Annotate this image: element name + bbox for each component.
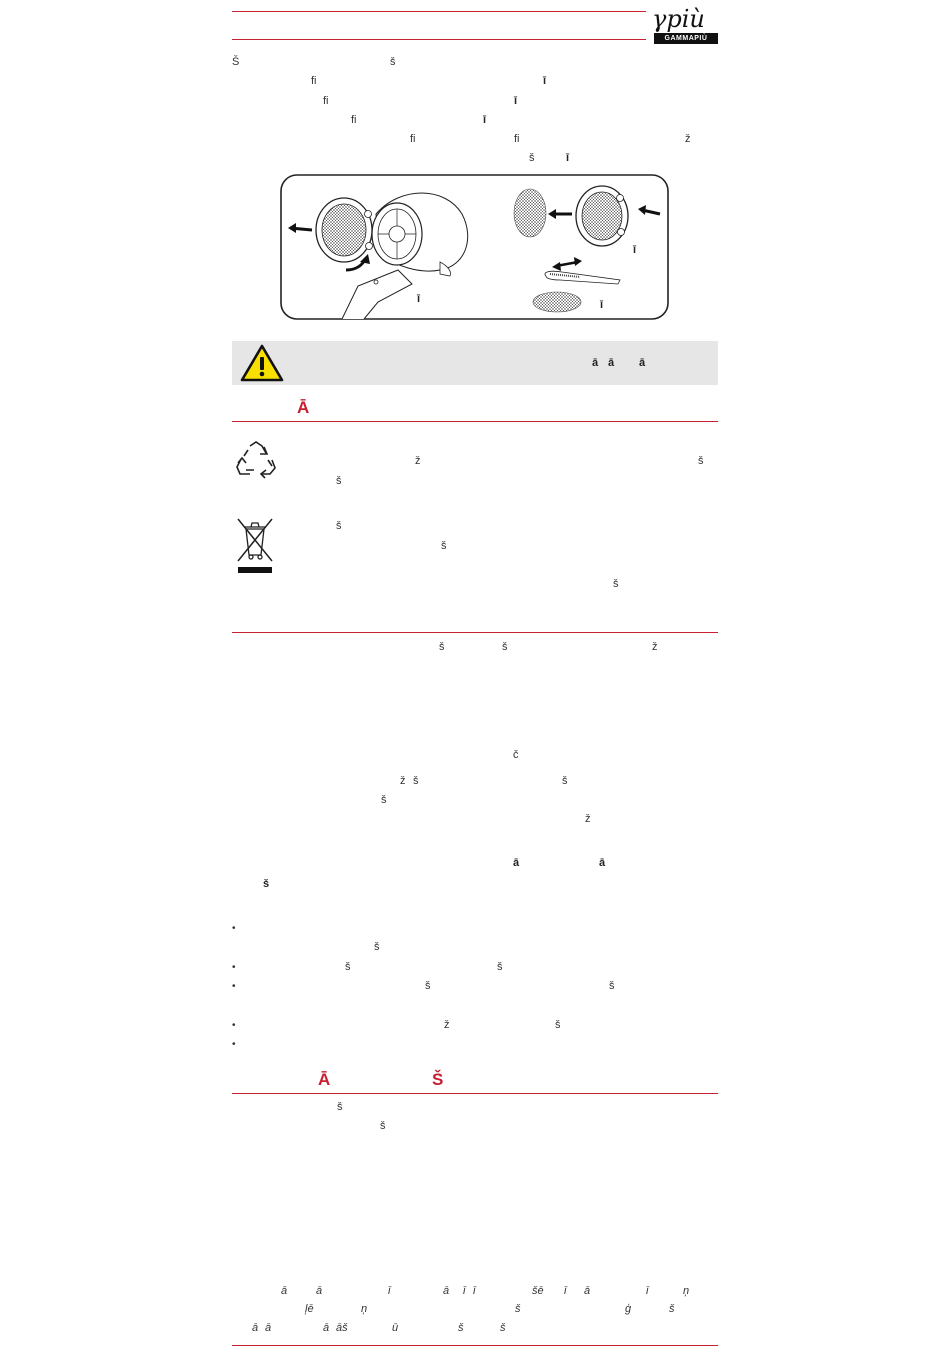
footer-char: ī [473, 1285, 476, 1297]
list-char: š [497, 961, 503, 973]
footer-char: š [515, 1303, 521, 1315]
section2-char: ā [513, 857, 520, 869]
intro-char: ī [514, 95, 518, 107]
footer-char: ā [265, 1322, 272, 1334]
footer-char: ā [443, 1285, 450, 1297]
header-rule-bottom [232, 39, 646, 40]
section2-rule [232, 632, 718, 633]
intro-char: š [529, 152, 535, 164]
list-char: ž [444, 1019, 450, 1031]
section3-rule [232, 1093, 718, 1094]
list-char: š [345, 961, 351, 973]
intro-char: ī [483, 114, 487, 126]
section2-char: ā [599, 857, 606, 869]
footer-char: ģ [625, 1303, 632, 1315]
section3-heading-a: Ā [318, 1070, 331, 1089]
section2-char: š [413, 775, 419, 787]
footer-char: ī [388, 1285, 391, 1297]
footer-char: š [669, 1303, 675, 1315]
footer-char: ū [392, 1322, 399, 1334]
warning-triangle-icon [240, 344, 284, 382]
list-char: š [609, 980, 615, 992]
section3-heading-b: Š [432, 1070, 444, 1089]
footer-char: ā [316, 1285, 323, 1297]
filter-cleaning-figure [280, 174, 669, 320]
footer-char: ī [646, 1285, 649, 1297]
list-char: š [425, 980, 431, 992]
footer-char: ņ [683, 1285, 690, 1297]
section3-char: š [337, 1101, 343, 1113]
list-bullet: • [232, 1020, 236, 1031]
section2-char: č [513, 749, 519, 761]
recycle-char: š [698, 455, 704, 467]
warning-char: ā [608, 357, 615, 369]
intro-char: ž [685, 133, 691, 145]
section2-char: š [381, 794, 387, 806]
logo-script: γpiù [652, 5, 705, 33]
footer-char: ā [252, 1322, 259, 1334]
footer-char: ā [281, 1285, 288, 1297]
footer-char: ā [323, 1322, 330, 1334]
section2-char: š [439, 641, 445, 653]
list-bullet: • [232, 1039, 236, 1050]
list-char: š [555, 1019, 561, 1031]
section2-char: ž [585, 813, 591, 825]
intro-char: ī [566, 152, 570, 164]
intro-char: ī [543, 75, 547, 87]
footer-char: ī [564, 1285, 567, 1297]
footer-char: ā [584, 1285, 591, 1297]
intro-char: fi [351, 114, 357, 126]
intro-char: fi [410, 133, 416, 145]
weee-crossed-bin-icon [234, 517, 276, 575]
footer-char: š [500, 1322, 506, 1334]
section1-heading: Ā [297, 398, 310, 417]
footer-char: āš [336, 1322, 348, 1334]
intro-char: fi [323, 95, 329, 107]
figure-label: ī [417, 293, 421, 305]
weee-char: š [336, 520, 342, 532]
recycle-icon [234, 440, 278, 480]
section2-char: ž [400, 775, 406, 787]
intro-char: fi [311, 75, 317, 87]
section2-char: š [562, 775, 568, 787]
footer-char: š [458, 1322, 464, 1334]
recycle-char: š [336, 475, 342, 487]
intro-char: Š [232, 56, 240, 68]
weee-char: š [613, 578, 619, 590]
intro-char: š [390, 56, 396, 68]
warning-char: ā [639, 357, 646, 369]
figure-label: ī [633, 244, 637, 256]
intro-char: fi [514, 133, 520, 145]
footer-rule [232, 1345, 718, 1346]
list-bullet: • [232, 923, 236, 934]
list-bullet: • [232, 981, 236, 992]
footer-char: šē [532, 1285, 544, 1297]
section2-char: š [502, 641, 508, 653]
logo-brand: GAMMAPIÙ [654, 33, 718, 44]
header-rule-top [232, 11, 646, 12]
footer-char: ī [463, 1285, 466, 1297]
list-char: š [374, 941, 380, 953]
gammapiu-logo [650, 5, 720, 48]
list-bullet: • [232, 962, 236, 973]
recycle-char: ž [415, 455, 421, 467]
warning-char: ā [592, 357, 599, 369]
footer-char: ņ [361, 1303, 368, 1315]
footer-char: ļē [305, 1303, 314, 1315]
section2-char: š [263, 878, 270, 890]
figure-label: ī [600, 299, 604, 311]
section2-char: ž [652, 641, 658, 653]
section1-rule [232, 421, 718, 422]
section3-char: š [380, 1120, 386, 1132]
weee-char: š [441, 540, 447, 552]
